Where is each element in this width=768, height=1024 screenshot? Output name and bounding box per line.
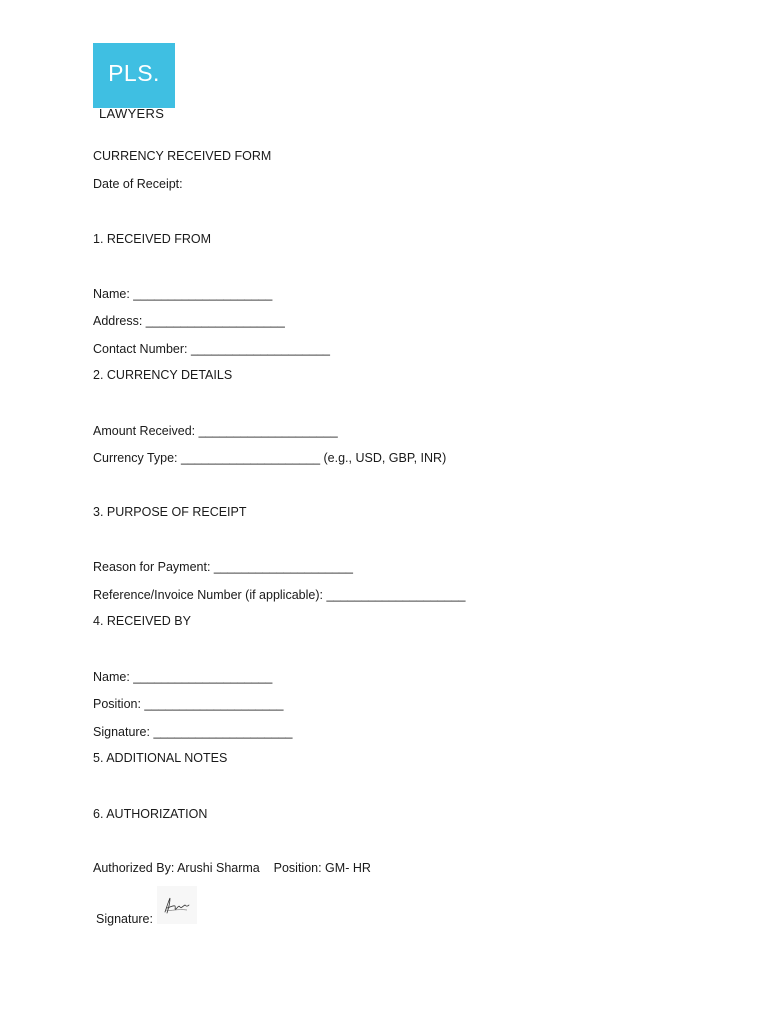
signature-image (157, 886, 197, 924)
amount-received-field: Amount Received: ____________________ (93, 424, 338, 438)
received-from-contact-field: Contact Number: ____________________ (93, 342, 330, 356)
reference-number-field: Reference/Invoice Number (if applicable): ____________________ (93, 588, 466, 602)
section-currency-details-heading: 2. CURRENCY DETAILS (93, 368, 233, 382)
section-authorization-heading: 6. AUTHORIZATION (93, 807, 208, 821)
received-by-position-field: Position: ____________________ (93, 697, 284, 711)
section-received-from-heading: 1. RECEIVED FROM (93, 232, 212, 246)
authorized-by-line: Authorized By: Arushi Sharma Position: GM- HR (93, 861, 371, 875)
logo-sub-text: LAWYERS (99, 106, 165, 121)
form-title: CURRENCY RECEIVED FORM (93, 149, 272, 163)
company-logo (93, 43, 175, 108)
received-from-address-field: Address: ____________________ (93, 314, 285, 328)
logo-main-text: PLS. (108, 60, 160, 86)
reason-for-payment-field: Reason for Payment: ____________________ (93, 560, 353, 574)
received-from-name-field: Name: ____________________ (93, 287, 273, 301)
section-received-by-heading: 4. RECEIVED BY (93, 614, 191, 628)
received-by-name-field: Name: ____________________ (93, 670, 273, 684)
section-purpose-heading: 3. PURPOSE OF RECEIPT (93, 505, 247, 519)
received-by-signature-field: Signature: ____________________ (93, 725, 293, 739)
currency-type-field: Currency Type: ____________________ (e.g., USD, GBP, INR) (93, 451, 447, 465)
section-additional-notes-heading: 5. ADDITIONAL NOTES (93, 751, 228, 765)
date-of-receipt-label: Date of Receipt: (93, 177, 183, 191)
authorization-signature-label: Signature: (96, 912, 153, 926)
